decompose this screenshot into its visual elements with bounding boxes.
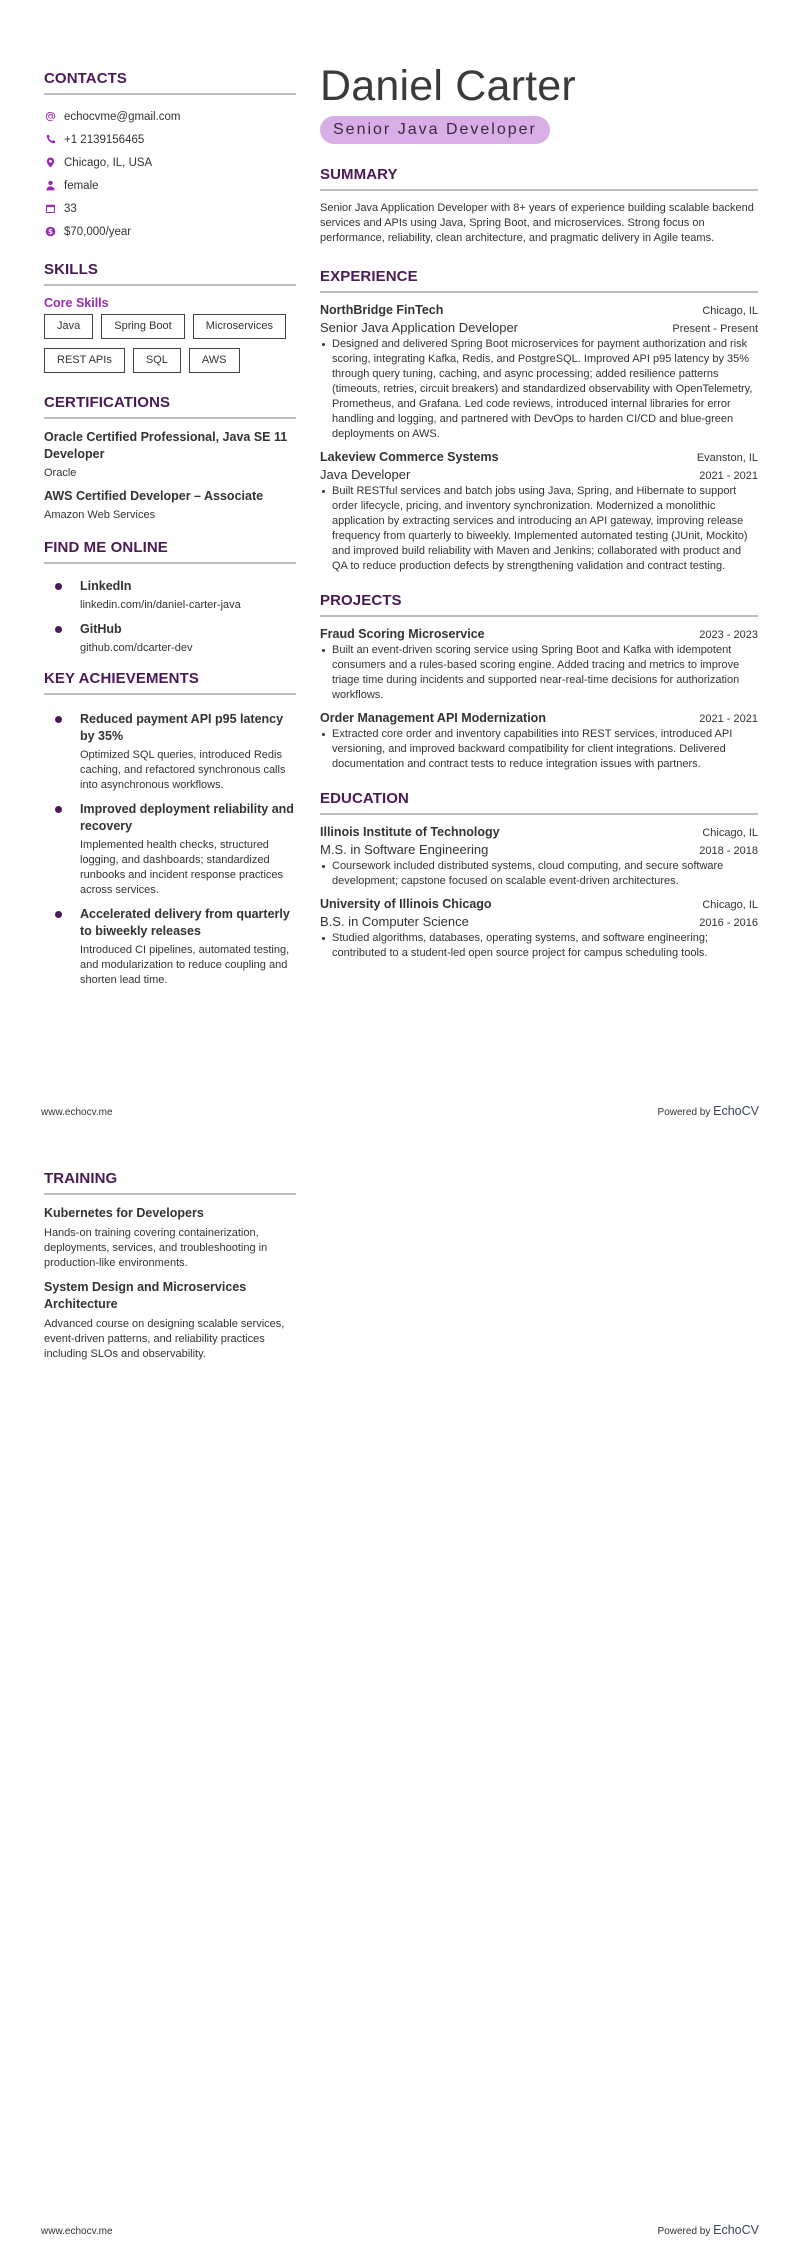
school-name: University of Illinois Chicago xyxy=(320,897,492,911)
page-footer xyxy=(41,1104,759,1118)
certification-item xyxy=(44,429,296,479)
contact-age xyxy=(44,197,296,220)
svg-text:$: $ xyxy=(47,227,53,236)
online-section xyxy=(44,539,296,656)
certifications-heading: CERTIFICATIONS xyxy=(44,394,296,419)
online-label: LinkedIn xyxy=(80,579,132,593)
skills-heading: SKILLS xyxy=(44,261,296,286)
phone-icon xyxy=(44,134,56,146)
person-icon xyxy=(44,180,56,192)
achievement-description: Implemented health checks, structured logging, and dashboards; standardized runbooks and incident response practices across services. xyxy=(80,839,284,896)
project-dates: 2021 - 2021 xyxy=(699,713,758,725)
contact-email xyxy=(44,105,296,128)
contact-location xyxy=(44,151,296,174)
company-location: Chicago, IL xyxy=(702,305,758,317)
experience-entry xyxy=(320,303,758,442)
powered-by xyxy=(658,1104,759,1118)
resume-header xyxy=(320,62,758,144)
achievement-title: Reduced payment API p95 latency by 35% xyxy=(80,712,284,743)
skills-section xyxy=(44,261,296,382)
skill-tag: Spring Boot xyxy=(101,314,184,339)
skill-tag: Microservices xyxy=(193,314,286,339)
education-dates: 2018 - 2018 xyxy=(699,845,758,857)
skill-tags xyxy=(44,314,296,382)
footer-website[interactable]: www.echocv.me xyxy=(41,1107,113,1118)
skill-tag: REST APIs xyxy=(44,348,125,373)
job-dates: Present - Present xyxy=(672,323,758,335)
contacts-section xyxy=(44,70,296,243)
page-footer xyxy=(41,2223,759,2237)
powered-by-prefix: Powered by xyxy=(657,2226,711,2237)
skill-tag: Java xyxy=(44,314,93,339)
right-column xyxy=(320,62,758,969)
company-location: Evanston, IL xyxy=(696,452,758,464)
contact-age-value: 33 xyxy=(64,202,77,215)
powered-by-brand[interactable]: EchoCV xyxy=(713,2223,759,2237)
degree: B.S. in Computer Science xyxy=(320,914,469,929)
location-pin-icon xyxy=(44,157,56,169)
at-icon xyxy=(44,111,56,123)
summary-section xyxy=(320,166,758,246)
achievement-title: Accelerated delivery from quarterly to biweekly releases xyxy=(80,907,290,938)
degree: M.S. in Software Engineering xyxy=(320,842,489,857)
achievements-list xyxy=(44,711,296,988)
job-bullet: Built RESTful services and batch jobs using Java, Spring, and Hibernate to support order lifecycle, pricing, and inventory synchronization. Modernized a monolithic application by extracting services and introducing an API gateway, improving release frequency from quarterly to biweekly. Implemented automated testing (JUnit, Mockito) and improved build reliability with Maven and Jenkins; collaborated with product and QA to reduce production defects by strengthening validation and contract testing. xyxy=(320,484,758,574)
online-label: GitHub xyxy=(80,622,122,636)
contact-email-value[interactable]: echocvme@gmail.com xyxy=(64,110,181,123)
project-name: Order Management API Modernization xyxy=(320,711,546,725)
job-bullet: Designed and delivered Spring Boot microservices for payment authorization and risk scoring, integrating Kafka, Redis, and PostgreSQL. Improved API p95 latency by 35% through query tuning, caching, and async processing; added resilience patterns (timeouts, retries, circuit breakers) and standardized observability with OpenTelemetry, Prometheus, and Grafana. Led code reviews, introduced internal libraries for error handling and logging, and partnered with DevOps to harden CI/CD and blue-green deployments on AWS. xyxy=(320,337,758,442)
contact-phone-value[interactable]: +1 2139156465 xyxy=(64,133,145,146)
contact-list xyxy=(44,105,296,243)
online-url[interactable]: linkedin.com/in/daniel-carter-java xyxy=(80,599,241,611)
contact-salary-value: $70,000/year xyxy=(64,225,132,238)
school-location: Chicago, IL xyxy=(702,827,758,839)
certification-item xyxy=(44,488,296,521)
core-skills-subheading: Core Skills xyxy=(44,296,109,310)
candidate-name: Daniel Carter xyxy=(320,62,576,110)
project-entry xyxy=(320,711,758,772)
online-list xyxy=(44,578,296,656)
training-section xyxy=(44,1170,296,1362)
footer-website[interactable]: www.echocv.me xyxy=(41,2226,113,2237)
job-title-badge: Senior Java Developer xyxy=(320,116,550,144)
project-name: Fraud Scoring Microservice xyxy=(320,627,485,641)
powered-by-prefix: Powered by xyxy=(657,1107,711,1118)
summary-text: Senior Java Application Developer with 8+ years of experience building scalable backend services and APIs using Java, Spring Boot, and microservices. Strong focus on performance, reliability, clean architecture, and pragmatic delivery in Agile teams. xyxy=(320,202,754,244)
school-location: Chicago, IL xyxy=(702,899,758,911)
dollar-coin-icon xyxy=(44,226,56,238)
contact-phone xyxy=(44,128,296,151)
achievement-item xyxy=(44,711,296,793)
summary-heading: SUMMARY xyxy=(320,166,758,191)
experience-entry xyxy=(320,450,758,574)
contacts-heading: CONTACTS xyxy=(44,70,296,95)
experience-heading: EXPERIENCE xyxy=(320,268,758,293)
skill-tag: SQL xyxy=(133,348,181,373)
training-item xyxy=(44,1205,296,1271)
training-description: Hands-on training covering containerization, deployments, services, and troubleshooting in production-like environments. xyxy=(44,1227,268,1269)
certification-issuer: Oracle xyxy=(44,467,77,479)
training-heading: TRAINING xyxy=(44,1170,296,1195)
project-bullet: Built an event-driven scoring service using Spring Boot and Kafka with idempotent consumers and a rules-based scoring engine. Added tracing and metrics to improve triage time during incidents and supported near-real-time decisions for authorization workflows. xyxy=(320,643,758,703)
certification-issuer: Amazon Web Services xyxy=(44,509,156,521)
calendar-icon xyxy=(44,203,56,215)
education-entry xyxy=(320,897,758,961)
contact-location-value: Chicago, IL, USA xyxy=(64,156,153,169)
powered-by xyxy=(658,2223,759,2237)
online-url[interactable]: github.com/dcarter-dev xyxy=(80,642,193,654)
education-bullet: Coursework included distributed systems, cloud computing, and secure software development; capstone focused on scalable event-driven architectures. xyxy=(320,859,758,889)
contact-salary xyxy=(44,220,296,243)
job-role: Java Developer xyxy=(320,467,411,482)
certifications-section xyxy=(44,394,296,521)
powered-by-brand[interactable]: EchoCV xyxy=(713,1104,759,1118)
achievement-description: Introduced CI pipelines, automated testing, and modularization to reduce coupling and shorten lead time. xyxy=(80,944,290,986)
certification-title: Oracle Certified Professional, Java SE 11 Developer xyxy=(44,430,288,461)
job-dates: 2021 - 2021 xyxy=(699,470,758,482)
education-bullet: Studied algorithms, databases, operating systems, and software engineering; contributed to a student-led open source project for campus scheduling tools. xyxy=(320,931,758,961)
education-heading: EDUCATION xyxy=(320,790,758,815)
left-column xyxy=(44,70,296,996)
training-item xyxy=(44,1279,296,1362)
training-description: Advanced course on designing scalable services, event-driven patterns, and reliability practices including SLOs and observability. xyxy=(44,1318,285,1360)
project-entry xyxy=(320,627,758,703)
school-name: Illinois Institute of Technology xyxy=(320,825,500,839)
achievements-section xyxy=(44,670,296,988)
job-role: Senior Java Application Developer xyxy=(320,320,519,335)
education-dates: 2016 - 2016 xyxy=(699,917,758,929)
training-title: System Design and Microservices Architecture xyxy=(44,1280,247,1311)
projects-heading: PROJECTS xyxy=(320,592,758,617)
resume-page-2 xyxy=(0,1123,794,2246)
experience-section xyxy=(320,268,758,574)
left-column-page-2 xyxy=(44,1170,296,1362)
education-section xyxy=(320,790,758,961)
contact-gender-value: female xyxy=(64,179,99,192)
achievement-description: Optimized SQL queries, introduced Redis caching, and refactored synchronous calls into asynchronous workflows. xyxy=(80,749,286,791)
company-name: Lakeview Commerce Systems xyxy=(320,450,499,464)
achievements-heading: KEY ACHIEVEMENTS xyxy=(44,670,296,695)
training-title: Kubernetes for Developers xyxy=(44,1206,204,1220)
achievement-item xyxy=(44,801,296,898)
contact-gender xyxy=(44,174,296,197)
online-heading: FIND ME ONLINE xyxy=(44,539,296,564)
company-name: NorthBridge FinTech xyxy=(320,303,444,317)
achievement-item xyxy=(44,906,296,988)
skill-tag: AWS xyxy=(189,348,240,373)
projects-section xyxy=(320,592,758,772)
education-entry xyxy=(320,825,758,889)
achievement-title: Improved deployment reliability and recovery xyxy=(80,802,294,833)
project-dates: 2023 - 2023 xyxy=(699,629,758,641)
online-item-linkedin xyxy=(44,578,296,613)
certification-title: AWS Certified Developer – Associate xyxy=(44,489,264,503)
online-item-github xyxy=(44,621,296,656)
project-bullet: Extracted core order and inventory capabilities into REST services, introduced API versioning, and improved backward compatibility for client integrations. Delivered documentation and contract tests to reduce integration issues with partners. xyxy=(320,727,758,772)
